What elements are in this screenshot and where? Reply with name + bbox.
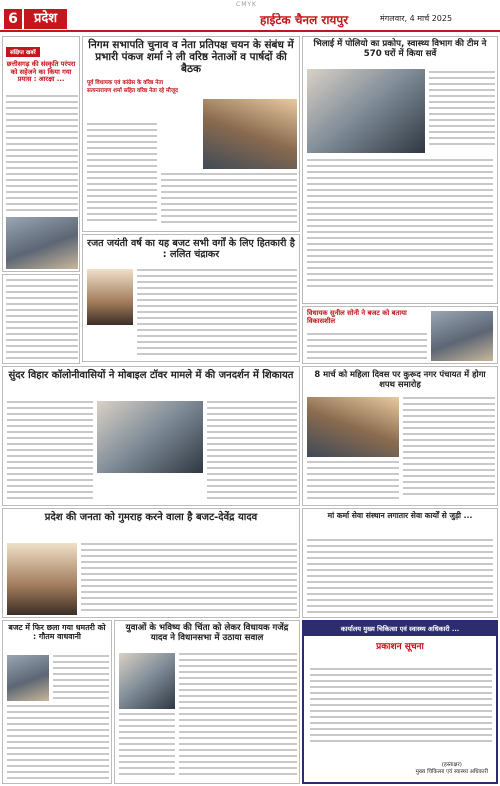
womens-day-body-1 bbox=[403, 397, 495, 503]
page-header bbox=[0, 0, 500, 32]
dhamtari-photo bbox=[7, 655, 49, 701]
main-story-col1 bbox=[87, 123, 157, 229]
sundar-vihar-photo bbox=[97, 401, 203, 473]
main-story-photo bbox=[203, 99, 297, 169]
sundar-vihar-story bbox=[2, 366, 300, 506]
budget-headline: रजत जयंती वर्ष का यह बजट सभी वर्गों के लिए हितकारी है : ललित चंद्राकर bbox=[87, 238, 295, 261]
notice-body bbox=[310, 668, 492, 748]
mata-karma-story bbox=[302, 508, 498, 618]
main-headline: निगम सभापति चुनाव व नेता प्रतिपक्ष चयन के संबंध में प्रभारी पंकज शर्मा ने ली वरिष्ठ नेताओं व पार्षदों की बैठक bbox=[88, 39, 294, 75]
youth-body-1 bbox=[179, 653, 297, 781]
dhamtari-headline: बजट में फिर छला गया धमतरी को : गौतम वाधवानी bbox=[8, 623, 106, 641]
left-column-story-2 bbox=[2, 274, 80, 364]
dhamtari-body-1 bbox=[53, 655, 109, 701]
budget-body bbox=[137, 269, 297, 359]
right-top-photo bbox=[307, 69, 425, 153]
notice-office: कार्यालय मुख्य चिकित्सा एवं स्वास्थ्य अधिकारी ... bbox=[304, 622, 496, 636]
left-column-photo bbox=[6, 217, 78, 269]
youth-headline: युवाओं के भविष्य की चिंता को लेकर विधायक गजेंद्र यादव ने विधानसभा में उठाया सवाल bbox=[125, 623, 289, 643]
right-top-col1 bbox=[429, 71, 495, 153]
youth-story bbox=[114, 620, 300, 784]
right-mid-body bbox=[307, 333, 427, 363]
pradesh-photo bbox=[7, 543, 77, 615]
pradesh-headline: प्रदेश की जनता को गुमराह करने वाला है बजट-देवेंद्र यादव bbox=[44, 512, 258, 523]
main-story-col2 bbox=[161, 173, 297, 229]
sundar-vihar-body-2 bbox=[207, 401, 297, 503]
public-notice bbox=[302, 620, 498, 784]
right-mid-story bbox=[302, 306, 498, 364]
dhamtari-story bbox=[2, 620, 112, 784]
womens-day-body-2 bbox=[307, 461, 399, 503]
right-top-story bbox=[302, 36, 498, 304]
masthead: हाईटेक चैनल रायपुर bbox=[260, 13, 349, 27]
mata-karma-body bbox=[307, 539, 493, 615]
main-subhead: पूर्व विधायक एवं कांग्रेस के वरिष्ठ नेता सत्यनारायण शर्मा सहित वरिष्ठ नेता रहे मौजूद bbox=[87, 79, 178, 94]
brief-news-label: संक्षिप्त खबरें bbox=[6, 47, 40, 57]
budget-photo bbox=[87, 269, 133, 325]
youth-body-2 bbox=[119, 713, 175, 781]
dhamtari-body-2 bbox=[7, 705, 109, 781]
notice-signature: (हस्ताक्षर) मुख्य चिकित्सा एवं स्वास्थ्य अधिकारी bbox=[415, 762, 488, 775]
left-column-headline: छत्तीसगढ़ की संस्कृति परंपरा को सहेजने का किया गया प्रयास : आरक्षा ... bbox=[6, 60, 76, 84]
page-number: 6 bbox=[4, 9, 22, 29]
dateline: मंगलवार, 4 मार्च 2025 bbox=[380, 14, 453, 23]
youth-photo bbox=[119, 653, 175, 709]
left-column-body bbox=[6, 95, 78, 215]
sundar-vihar-headline: सुंदर विहार कॉलोनीवासियों ने मोबाइल टॉवर मामले में की जनदर्शन में शिकायत bbox=[8, 370, 294, 381]
notice-title: प्रकाशन सूचना bbox=[376, 642, 424, 652]
cmyk-mark: CMYK bbox=[236, 1, 257, 8]
budget-story bbox=[82, 234, 300, 362]
womens-day-headline: 8 मार्च को महिला दिवस पर कुरूद नगर पंचायत में होगा शपथ समारोह bbox=[314, 369, 486, 389]
womens-day-photo bbox=[307, 397, 399, 457]
left-column-body-2 bbox=[6, 279, 78, 361]
right-mid-headline: विधायक सुनील सोनी ने बजट को बताया विकासशील bbox=[307, 309, 407, 325]
left-column-news bbox=[2, 36, 80, 272]
right-mid-photo bbox=[431, 311, 493, 361]
section-title: प्रदेश bbox=[24, 9, 67, 29]
mata-karma-headline: मां कर्मा सेवा संस्थान लगातार सेवा कार्यों से जुड़ी ... bbox=[327, 511, 473, 520]
main-story bbox=[82, 36, 300, 232]
womens-day-story bbox=[302, 366, 498, 506]
right-top-headline: भिलाई में पोलियो का प्रकोप, स्वास्थ्य विभाग की टीम ने 570 घरों में किया सर्वे bbox=[313, 39, 487, 59]
sundar-vihar-body-1 bbox=[7, 401, 93, 503]
pradesh-body bbox=[81, 543, 297, 615]
right-top-col2 bbox=[307, 159, 493, 299]
pradesh-story bbox=[2, 508, 300, 618]
